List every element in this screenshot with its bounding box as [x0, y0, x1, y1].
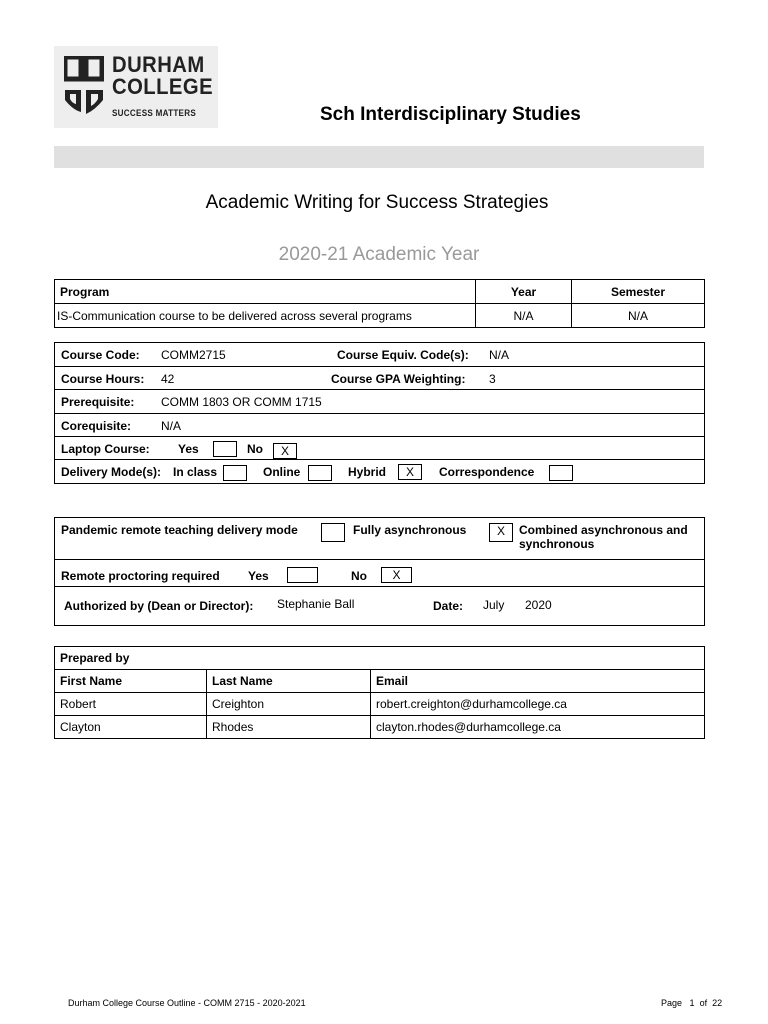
fully-async-label: Fully asynchronous	[353, 523, 467, 537]
first-name-cell: Robert	[55, 693, 207, 716]
laptop-no-checkbox[interactable]: X	[273, 443, 297, 459]
date-month: July	[483, 598, 505, 612]
semester-value: N/A	[572, 304, 705, 328]
equiv-code-label: Course Equiv. Code(s):	[337, 348, 469, 362]
first-name-cell: Clayton	[55, 716, 207, 739]
proctoring-row	[55, 560, 704, 587]
prerequisite-value: COMM 1803 OR COMM 1715	[161, 395, 322, 409]
last-name-cell: Rhodes	[207, 716, 371, 739]
course-hours-label: Course Hours:	[61, 372, 145, 386]
proctor-no-label: No	[351, 569, 367, 583]
school-name: Sch Interdisciplinary Studies	[320, 104, 581, 125]
year-header: Year	[476, 280, 572, 304]
proctor-no-checkbox[interactable]: X	[381, 567, 412, 583]
authorized-row	[55, 587, 704, 625]
footer-course-outline: Durham College Course Outline - COMM 2715 - 2020-2021	[68, 998, 306, 1008]
date-label: Date:	[433, 599, 464, 613]
page-total: 22	[712, 998, 723, 1008]
remote-mode-row	[55, 518, 704, 560]
online-label: Online	[263, 465, 301, 479]
course-code-value: COMM2715	[161, 348, 226, 362]
page-of-label: of	[699, 998, 708, 1008]
course-title: Academic Writing for Success Strategies	[205, 192, 549, 213]
delivery-mode-label: Delivery Mode(s):	[61, 465, 162, 479]
page-current: 1	[689, 998, 695, 1008]
pandemic-delivery-box	[54, 517, 705, 626]
proctor-yes-label: Yes	[248, 569, 269, 583]
laptop-course-row	[55, 437, 704, 460]
laptop-no-label: No	[247, 442, 263, 456]
authorized-label: Authorized by (Dean or Director):	[64, 599, 254, 613]
online-checkbox[interactable]	[308, 465, 332, 481]
program-header: Program	[55, 280, 476, 304]
authorized-name: Stephanie Ball	[277, 597, 355, 611]
correspondence-checkbox[interactable]	[549, 465, 573, 481]
course-hours-row	[55, 367, 704, 390]
fully-async-checkbox[interactable]: X	[489, 523, 513, 542]
laptop-yes-checkbox[interactable]	[213, 441, 237, 457]
program-table	[54, 279, 705, 328]
logo-shield-icon	[64, 56, 104, 118]
equiv-code-value: N/A	[489, 348, 510, 362]
remote-mode-label: Pandemic remote teaching delivery mode	[61, 523, 298, 537]
course-info-box	[54, 342, 705, 484]
hybrid-checkbox[interactable]: X	[398, 464, 422, 480]
page-label: Page	[661, 998, 683, 1008]
combined-label-line1: Combined asynchronous and	[519, 523, 688, 537]
inclass-checkbox[interactable]	[223, 465, 247, 481]
prepared-by-title: Prepared by	[55, 647, 705, 670]
prerequisite-row	[55, 390, 704, 414]
footer-page-number	[661, 998, 722, 1008]
hybrid-label: Hybrid	[348, 465, 387, 479]
laptop-yes-label: Yes	[178, 442, 199, 456]
laptop-course-label: Laptop Course:	[61, 442, 150, 456]
last-name-cell: Creighton	[207, 693, 371, 716]
corequisite-label: Corequisite:	[61, 419, 132, 433]
first-name-header: First Name	[55, 670, 207, 693]
table-row	[55, 693, 705, 716]
corequisite-value: N/A	[161, 419, 182, 433]
correspondence-label: Correspondence	[439, 465, 535, 479]
course-code-row	[55, 343, 704, 367]
header-divider-bar	[54, 146, 704, 168]
email-cell: clayton.rhodes@durhamcollege.ca	[371, 716, 705, 739]
proctor-yes-checkbox[interactable]	[287, 567, 318, 583]
table-row	[55, 716, 705, 739]
course-hours-value: 42	[161, 372, 175, 386]
email-cell: robert.creighton@durhamcollege.ca	[371, 693, 705, 716]
semester-header: Semester	[572, 280, 705, 304]
program-value: IS-Communication course to be delivered across several programs	[55, 304, 476, 328]
inclass-label: In class	[173, 465, 218, 479]
prerequisite-label: Prerequisite:	[61, 395, 135, 409]
proctoring-label: Remote proctoring required	[61, 569, 220, 583]
remote-mode-checkbox[interactable]	[321, 523, 345, 542]
logo-text-line1: DURHAM	[112, 52, 205, 77]
last-name-header: Last Name	[207, 670, 371, 693]
gpa-weighting-value: 3	[489, 372, 496, 386]
course-code-label: Course Code:	[61, 348, 140, 362]
logo-text-line2: COLLEGE	[112, 74, 214, 99]
email-header: Email	[371, 670, 705, 693]
logo-tagline: SUCCESS MATTERS	[112, 108, 197, 118]
delivery-mode-row	[55, 460, 704, 483]
corequisite-row	[55, 414, 704, 437]
combined-label-line2: synchronous	[519, 537, 595, 551]
gpa-weighting-label: Course GPA Weighting:	[331, 372, 466, 386]
prepared-by-table	[54, 646, 705, 739]
academic-year: 2020-21 Academic Year	[278, 244, 480, 265]
college-logo	[54, 46, 218, 128]
date-year: 2020	[525, 598, 552, 612]
year-value: N/A	[476, 304, 572, 328]
